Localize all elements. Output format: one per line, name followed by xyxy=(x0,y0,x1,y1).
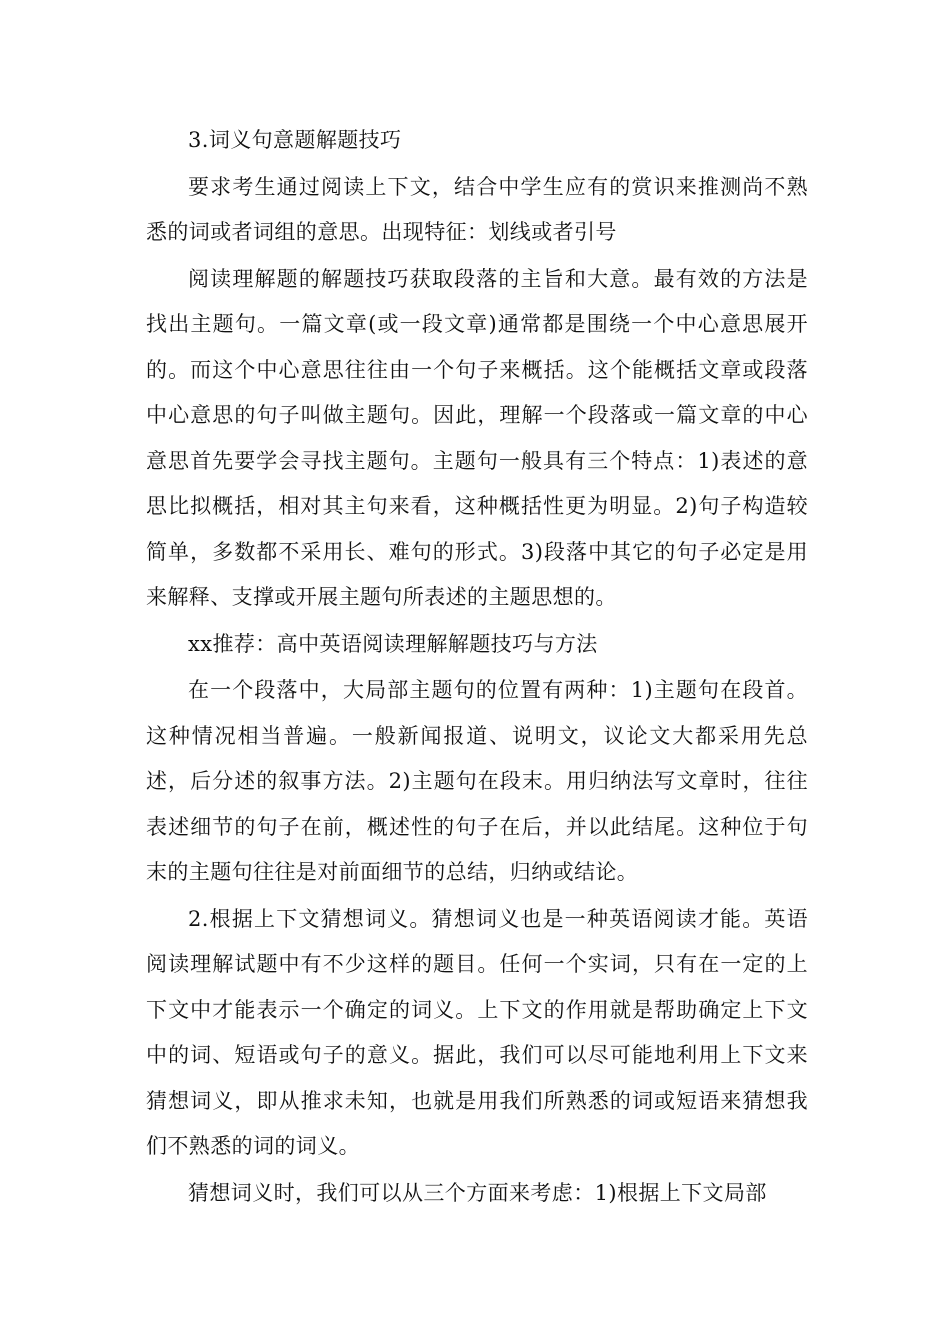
paragraph: 阅读理解题的解题技巧获取段落的主旨和大意。最有效的方法是找出主题句。一篇文章(或一段文章)通常都是围绕一个中心意思展开的。而这个中心意思往往由一个句子来概括。这个能概括文章或段落中心意思的句子叫做主题句。因此，理解一个段落或一篇文章的中心意思首先要学会寻找主题句。主题句一般具有三个特点：1)表述的意思比拟概括，相对其主句来看，这种概括性更为明显。2)句子构造较简单，多数都不采用长、难句的形式。3)段落中其它的句子必定是用来解释、支撑或开展主题句所表述的主题思想的。 xyxy=(146,266,808,609)
document-body xyxy=(146,118,808,1217)
paragraph-heading-word-meaning: 3.词义句意题解题技巧 xyxy=(188,128,402,152)
paragraph: 在一个段落中，大局部主题句的位置有两种：1)主题句在段首。这种情况相当普遍。一般新闻报道、说明文，议论文大都采用先总述，后分述的叙事方法。2)主题句在段末。用归纳法写文章时，往往表述细节的句子在前，概述性的句子在后，并以此结尾。这种位于句末的主题句往往是对前面细节的总结，归纳或结论。 xyxy=(146,678,808,884)
paragraph: 2.根据上下文猜想词义。猜想词义也是一种英语阅读才能。英语阅读理解试题中有不少这样的题目。任何一个实词，只有在一定的上下文中才能表示一个确定的词义。上下文的作用就是帮助确定上下文中的词、短语或句子的意义。据此，我们可以尽可能地利用上下文来猜想词义，即从推求未知，也就是用我们所熟悉的词或短语来猜想我们不熟悉的词的词义。 xyxy=(146,906,808,1158)
paragraph: 要求考生通过阅读上下文，结合中学生应有的赏识来推测尚不熟悉的词或者词组的意思。出现特征：划线或者引号 xyxy=(146,174,808,244)
paragraph-recommendation: xx推荐：高中英语阅读理解解题技巧与方法 xyxy=(188,631,598,656)
paragraph: 猜想词义时，我们可以从三个方面来考虑：1)根据上下文局部 xyxy=(188,1180,767,1205)
